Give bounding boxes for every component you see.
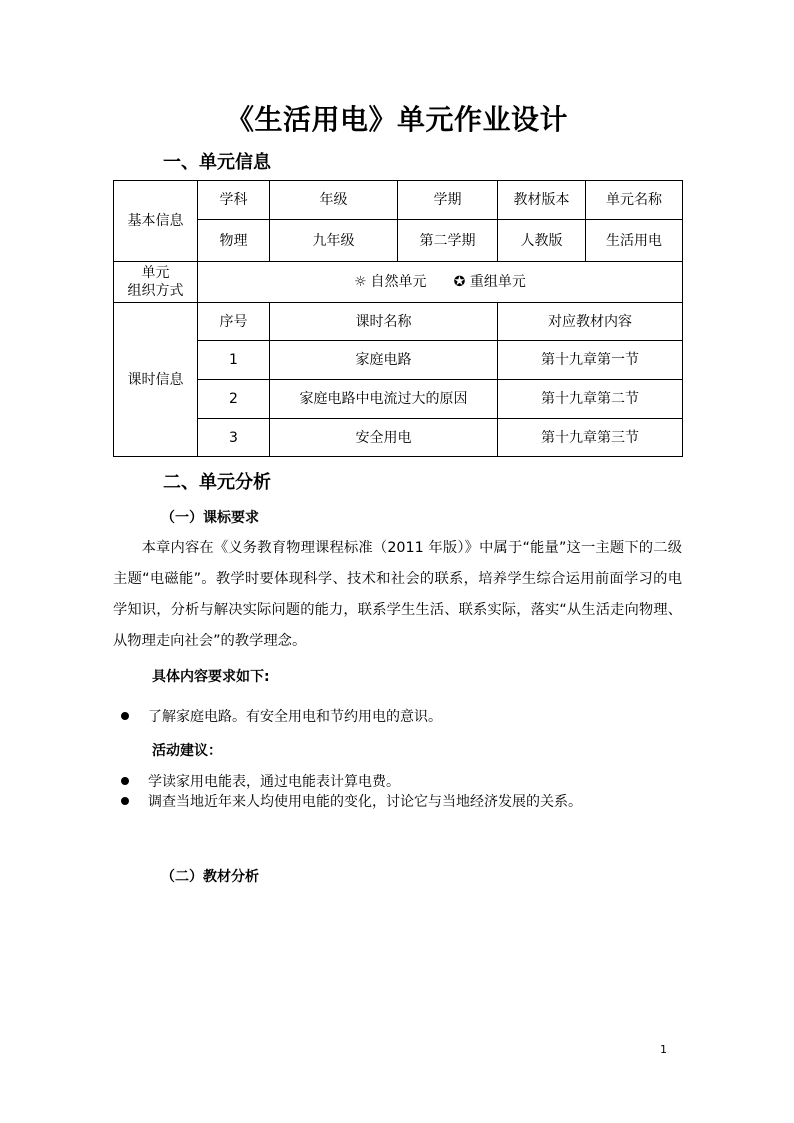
org-mode-label	[114, 262, 198, 303]
lesson-content: 第十九章第二节	[498, 380, 683, 419]
lesson-header-no: 序号	[198, 303, 270, 341]
lesson-name: 家庭电路	[270, 341, 498, 380]
list-item	[121, 771, 400, 791]
header-semester: 学期	[398, 181, 498, 220]
value-textbook-version: 人教版	[498, 220, 586, 262]
lesson-info-label: 课时信息	[114, 303, 198, 457]
reorganized-unit-radio-icon[interactable]: ✪	[453, 274, 466, 290]
value-subject: 物理	[198, 220, 270, 262]
list-item-text: 学读家用电能表，通过电能表计算电费。	[148, 774, 400, 790]
header-textbook-version: 教材版本	[498, 181, 586, 220]
value-semester: 第二学期	[398, 220, 498, 262]
list-item-text: 调查当地近年来人均使用电能的变化，讨论它与当地经济发展的关系。	[148, 794, 582, 810]
requirements-heading: 具体内容要求如下:	[152, 669, 270, 685]
lesson-no: 3	[198, 419, 270, 457]
page-number: 1	[660, 1043, 667, 1056]
lesson-content: 第十九章第一节	[498, 341, 683, 380]
org-mode-options	[198, 262, 683, 303]
lesson-no: 1	[198, 341, 270, 380]
value-unit-name: 生活用电	[586, 220, 683, 262]
natural-unit-radio-icon[interactable]: ☼	[354, 274, 367, 290]
lesson-name: 家庭电路中电流过大的原因	[270, 380, 498, 419]
list-item-text: 了解家庭电路。有安全用电和节约用电的意识。	[148, 709, 442, 725]
subheading-curriculum-requirements: （一）课标要求	[161, 510, 259, 526]
basic-info-label: 基本信息	[114, 181, 198, 262]
org-mode-label-line1: 单元	[141, 265, 170, 281]
lesson-header-content: 对应教材内容	[498, 303, 683, 341]
unit-info-table	[113, 180, 683, 457]
activities-heading: 活动建议：	[152, 743, 222, 759]
list-item	[121, 791, 582, 811]
document-title: 《生活用电》单元作业设计	[225, 103, 568, 136]
header-grade: 年级	[270, 181, 398, 220]
header-subject: 学科	[198, 181, 270, 220]
value-grade: 九年级	[270, 220, 398, 262]
list-item	[121, 706, 442, 726]
reorganized-unit-label: 重组单元	[469, 274, 526, 290]
org-mode-label-line2: 组织方式	[127, 283, 184, 299]
lesson-header-name: 课时名称	[270, 303, 498, 341]
subheading-textbook-analysis: （二）教材分析	[161, 869, 259, 885]
lesson-content: 第十九章第三节	[498, 419, 683, 457]
section-heading-unit-analysis: 二、单元分析	[163, 472, 271, 493]
curriculum-paragraph-text: 本章内容在《义务教育物理课程标准（2011 年版）》中属于“能量”这一主题下的二级主题“电磁能”。教学时要体现科学、技术和社会的联系，培养学生综合运用前面学习的电学知识，分析与解决实际问题的能力，联系学生生活、联系实际，落实“从生活走向物理、从物理走向社会”的教学理念。	[113, 540, 682, 649]
bullet-icon	[121, 712, 129, 720]
lesson-no: 2	[198, 380, 270, 419]
bullet-icon	[121, 777, 129, 785]
lesson-name: 安全用电	[270, 419, 498, 457]
bullet-icon	[121, 797, 129, 805]
curriculum-paragraph	[113, 533, 682, 657]
section-heading-unit-info: 一、单元信息	[163, 152, 271, 173]
natural-unit-label: 自然单元	[370, 274, 427, 290]
header-unit-name: 单元名称	[586, 181, 683, 220]
